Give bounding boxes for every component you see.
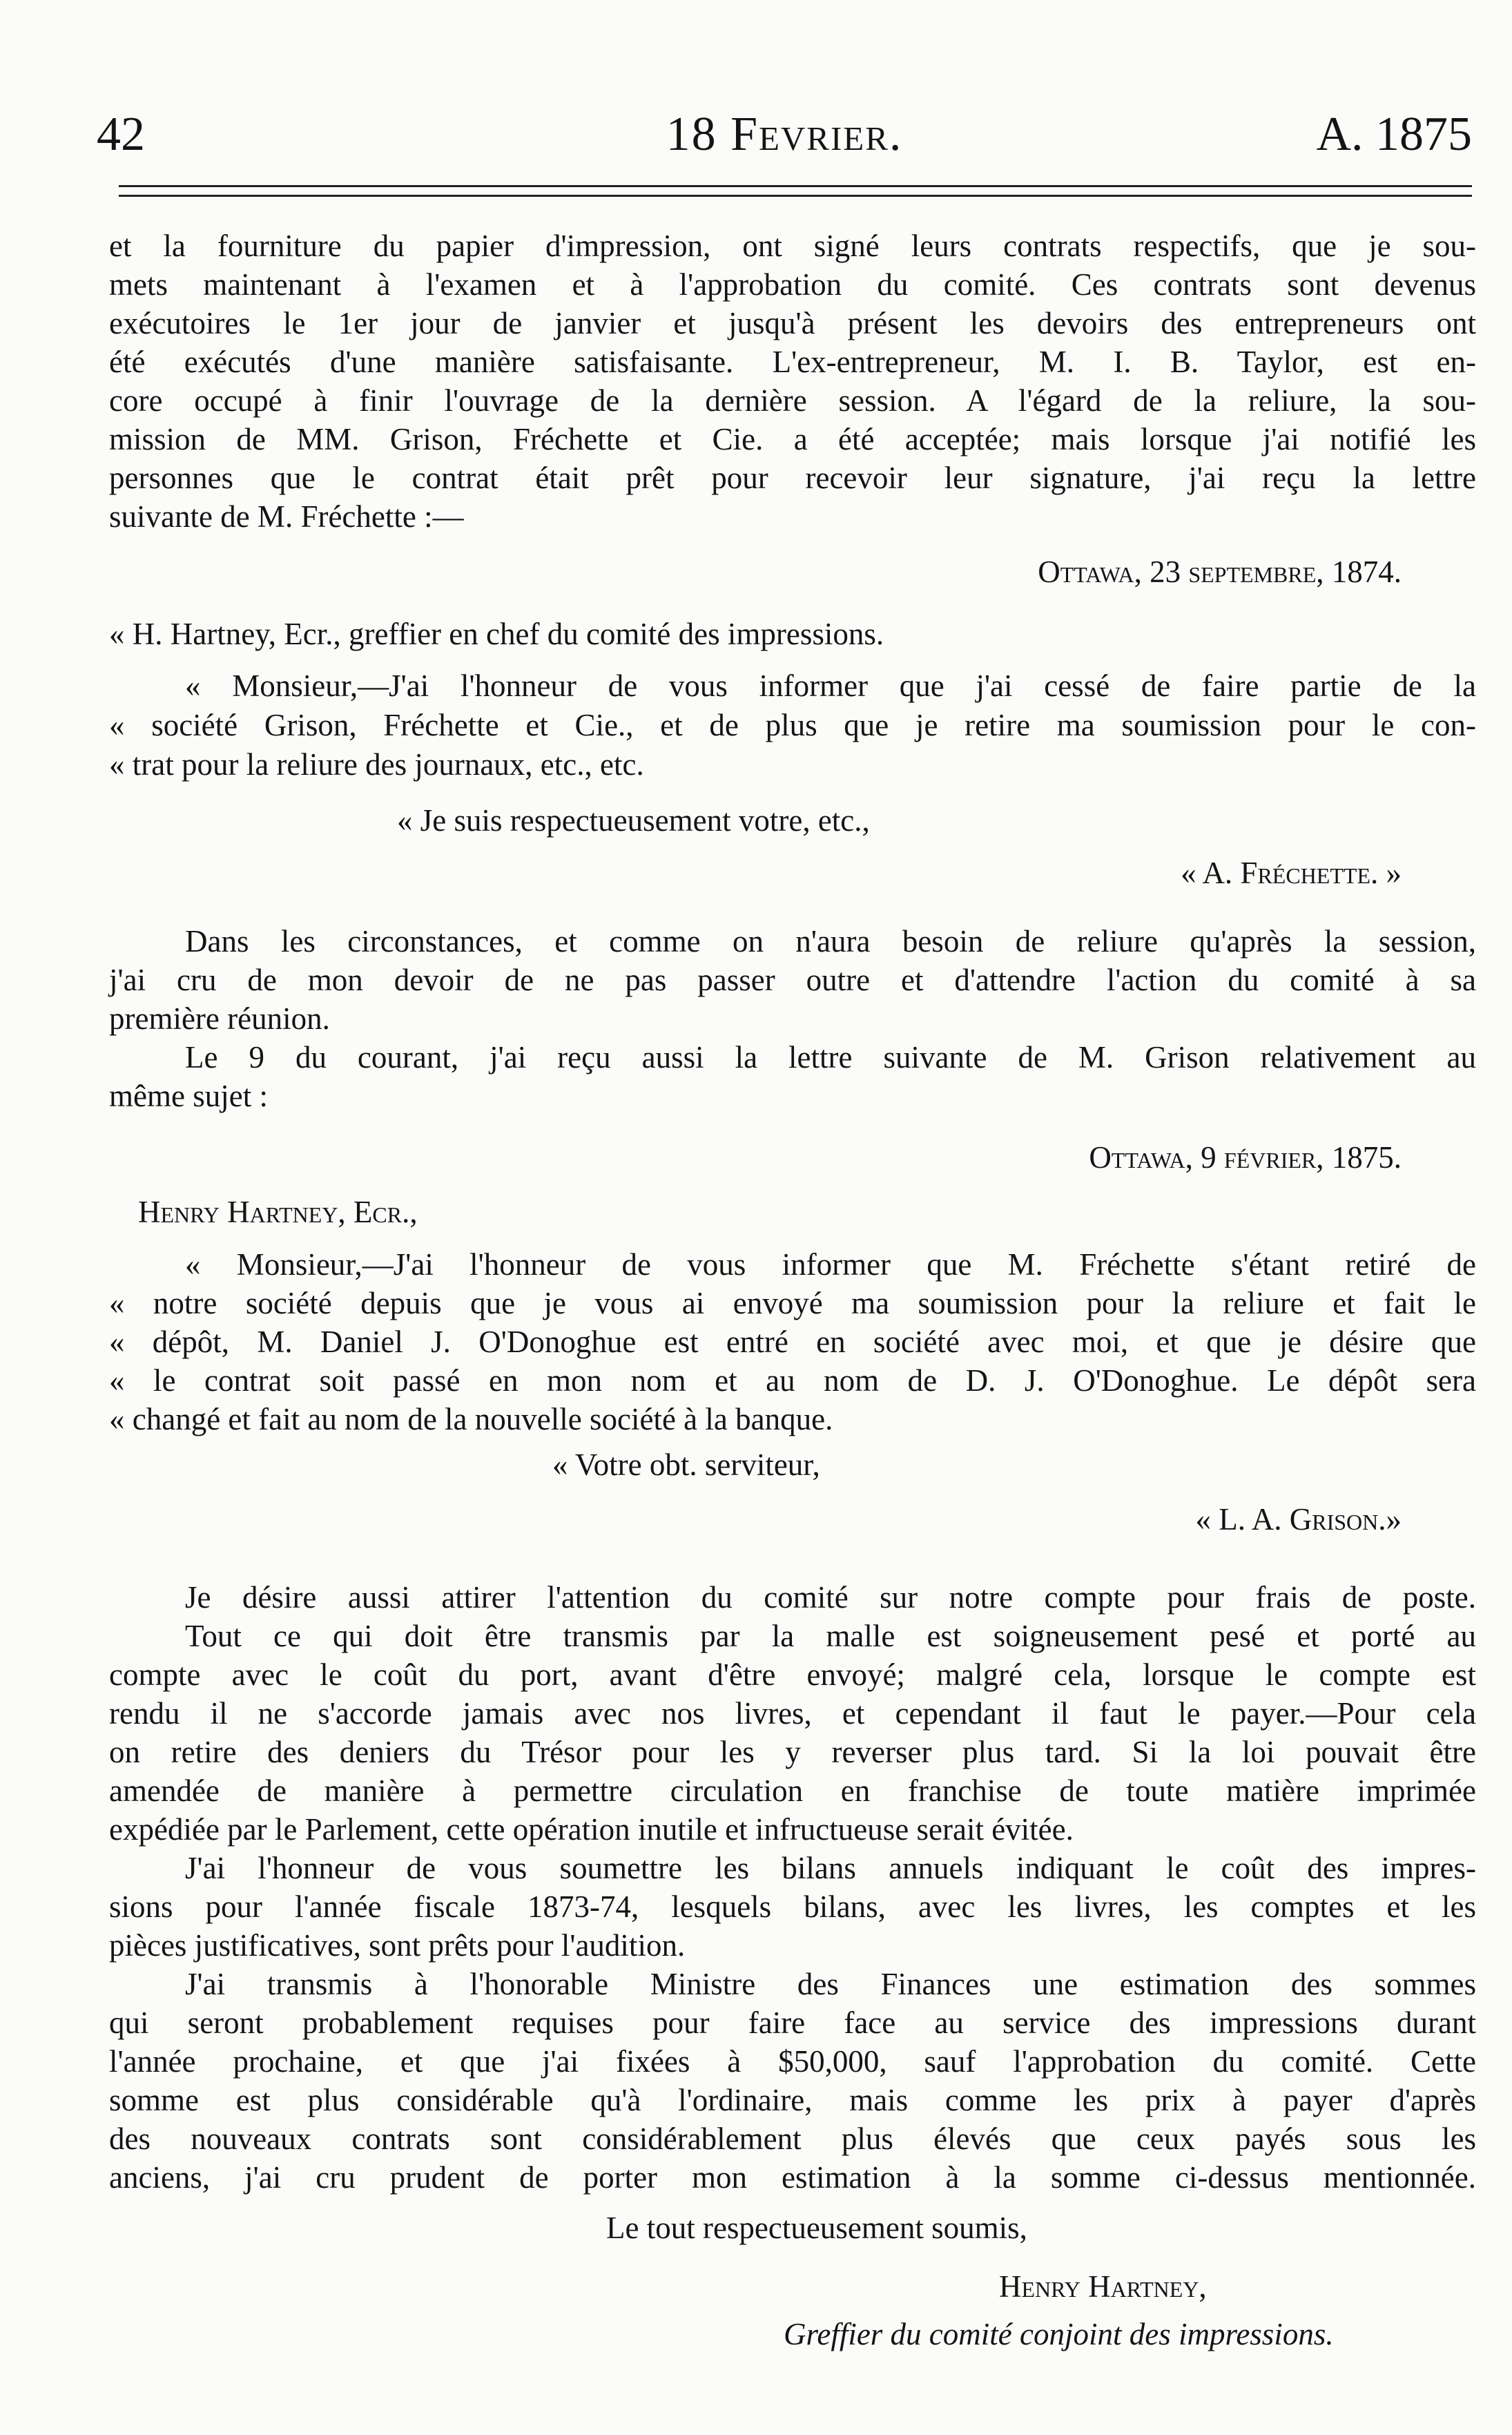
paragraph-line: on retire des deniers du Trésor pour les y reverser plus tard. Si la loi pouvait être (109, 1735, 1476, 1769)
letter1-signature: « A. Fréchette. » (1181, 856, 1402, 890)
paragraph-line: j'ai cru de mon devoir de ne pas passer outre et d'attendre l'action du comité à sa (109, 963, 1476, 997)
letter2-body-line: « changé et fait au nom de la nouvelle société à la banque. (109, 1402, 833, 1436)
paragraph-line: Le 9 du courant, j'ai reçu aussi la lettre suivante de M. Grison relativement au (185, 1040, 1476, 1075)
paragraph-line: J'ai l'honneur de vous soumettre les bilans annuels indiquant le coût des impres- (185, 1851, 1476, 1885)
intro-line: mission de MM. Grison, Fréchette et Cie. a été acceptée; mais lorsque j'ai notifié les (109, 422, 1476, 456)
intro-line: mets maintenant à l'examen et à l'approbation du comité. Ces contrats sont devenus (109, 267, 1476, 302)
paragraph-line: anciens, j'ai cru prudent de porter mon estimation à la somme ci-dessus mentionnée. (109, 2160, 1476, 2195)
paragraph-line: l'année prochaine, et que j'ai fixées à $50,000, sauf l'approbation du comité. Cette (109, 2044, 1476, 2079)
paragraph-line: qui seront probablement requises pour faire face au service des impressions durant (109, 2005, 1476, 2040)
header-year: A. 1875 (1316, 108, 1472, 161)
letter1-place-date: Ottawa, 23 septembre, 1874. (1038, 555, 1402, 589)
letter1-body-line: « société Grison, Fréchette et Cie., et de plus que je retire ma soumission pour le con- (109, 708, 1476, 742)
letter2-body-line: « le contrat soit passé en mon nom et au nom de D. J. O'Donoghue. Le dépôt sera (109, 1363, 1476, 1398)
paragraph-line: même sujet : (109, 1079, 268, 1113)
letter1-closing: « Je suis respectueusement votre, etc., (397, 803, 870, 838)
intro-line: été exécutés d'une manière satisfaisante. L'ex-entrepreneur, M. I. B. Taylor, est en- (109, 345, 1476, 379)
letter1-body-line: « trat pour la reliure des journaux, etc., etc. (109, 747, 644, 782)
letter1-body-line: « Monsieur,—J'ai l'honneur de vous informer que j'ai cessé de faire partie de la (185, 668, 1476, 703)
page-header (97, 104, 1472, 166)
signature-title: Greffier du comité conjoint des impressions. (784, 2317, 1334, 2351)
page-number: 42 (97, 108, 145, 161)
paragraph-line: J'ai transmis à l'honorable Ministre des Finances une estimation des sommes (185, 1967, 1476, 2001)
letter2-body-line: « notre société depuis que je vous ai envoyé ma soumission pour la reliure et fait le (109, 1286, 1476, 1320)
header-date: 18 Fevrier. (666, 108, 903, 161)
paragraph-line: pièces justificatives, sont prêts pour l'audition. (109, 1928, 686, 1963)
paragraph-line: Dans les circonstances, et comme on n'aura besoin de reliure qu'après la session, (185, 924, 1476, 959)
intro-line: exécutoires le 1er jour de janvier et jusqu'à présent les devoirs des entrepreneurs ont (109, 306, 1476, 340)
letter2-signature: « L. A. Grison.» (1195, 1502, 1402, 1537)
header-rule-top (119, 185, 1472, 187)
letter2-addressee: Henry Hartney, Ecr., (138, 1195, 418, 1229)
paragraph-line: somme est plus considérable qu'à l'ordinaire, mais comme les prix à payer d'après (109, 2083, 1476, 2117)
letter1-addressee: « H. Hartney, Ecr., greffier en chef du comité des impressions. (109, 617, 884, 651)
letter2-body-line: « dépôt, M. Daniel J. O'Donoghue est entré en société avec moi, et que je désire que (109, 1325, 1476, 1359)
paragraph-line: compte avec le coût du port, avant d'être envoyé; malgré cela, lorsque le compte est (109, 1657, 1476, 1692)
paragraph-line: Tout ce qui doit être transmis par la malle est soigneusement pesé et porté au (185, 1619, 1476, 1653)
paragraph-line: Je désire aussi attirer l'attention du comité sur notre compte pour frais de poste. (185, 1580, 1476, 1615)
intro-line: personnes que le contrat était prêt pour recevoir leur signature, j'ai reçu la lettre (109, 461, 1476, 495)
intro-line: core occupé à finir l'ouvrage de la dernière session. A l'égard de la reliure, la sou- (109, 383, 1476, 418)
closing-line: Le tout respectueusement soumis, (606, 2211, 1027, 2245)
signature-name: Henry Hartney, (999, 2269, 1207, 2304)
paragraph-line: sions pour l'année fiscale 1873-74, lesquels bilans, avec les livres, les comptes et les (109, 1889, 1476, 1924)
paragraph-line: amendée de manière à permettre circulation en franchise de toute matière imprimée (109, 1773, 1476, 1808)
intro-line: suivante de M. Fréchette :— (109, 499, 464, 534)
letter2-place-date: Ottawa, 9 février, 1875. (1089, 1140, 1402, 1175)
paragraph-line: expédiée par le Parlement, cette opération inutile et infructueuse serait évitée. (109, 1812, 1074, 1847)
letter2-body-line: « Monsieur,—J'ai l'honneur de vous informer que M. Fréchette s'étant retiré de (185, 1247, 1476, 1282)
header-rule-bottom (119, 195, 1472, 197)
intro-line: et la fourniture du papier d'impression, ont signé leurs contrats respectifs, que je sou- (109, 229, 1476, 263)
paragraph-line: première réunion. (109, 1001, 330, 1036)
letter2-closing: « Votre obt. serviteur, (552, 1447, 820, 1482)
paragraph-line: rendu il ne s'accorde jamais avec nos livres, et cependant il faut le payer.—Pour cela (109, 1696, 1476, 1731)
paragraph-line: des nouveaux contrats sont considérablement plus élevés que ceux payés sous les (109, 2121, 1476, 2156)
